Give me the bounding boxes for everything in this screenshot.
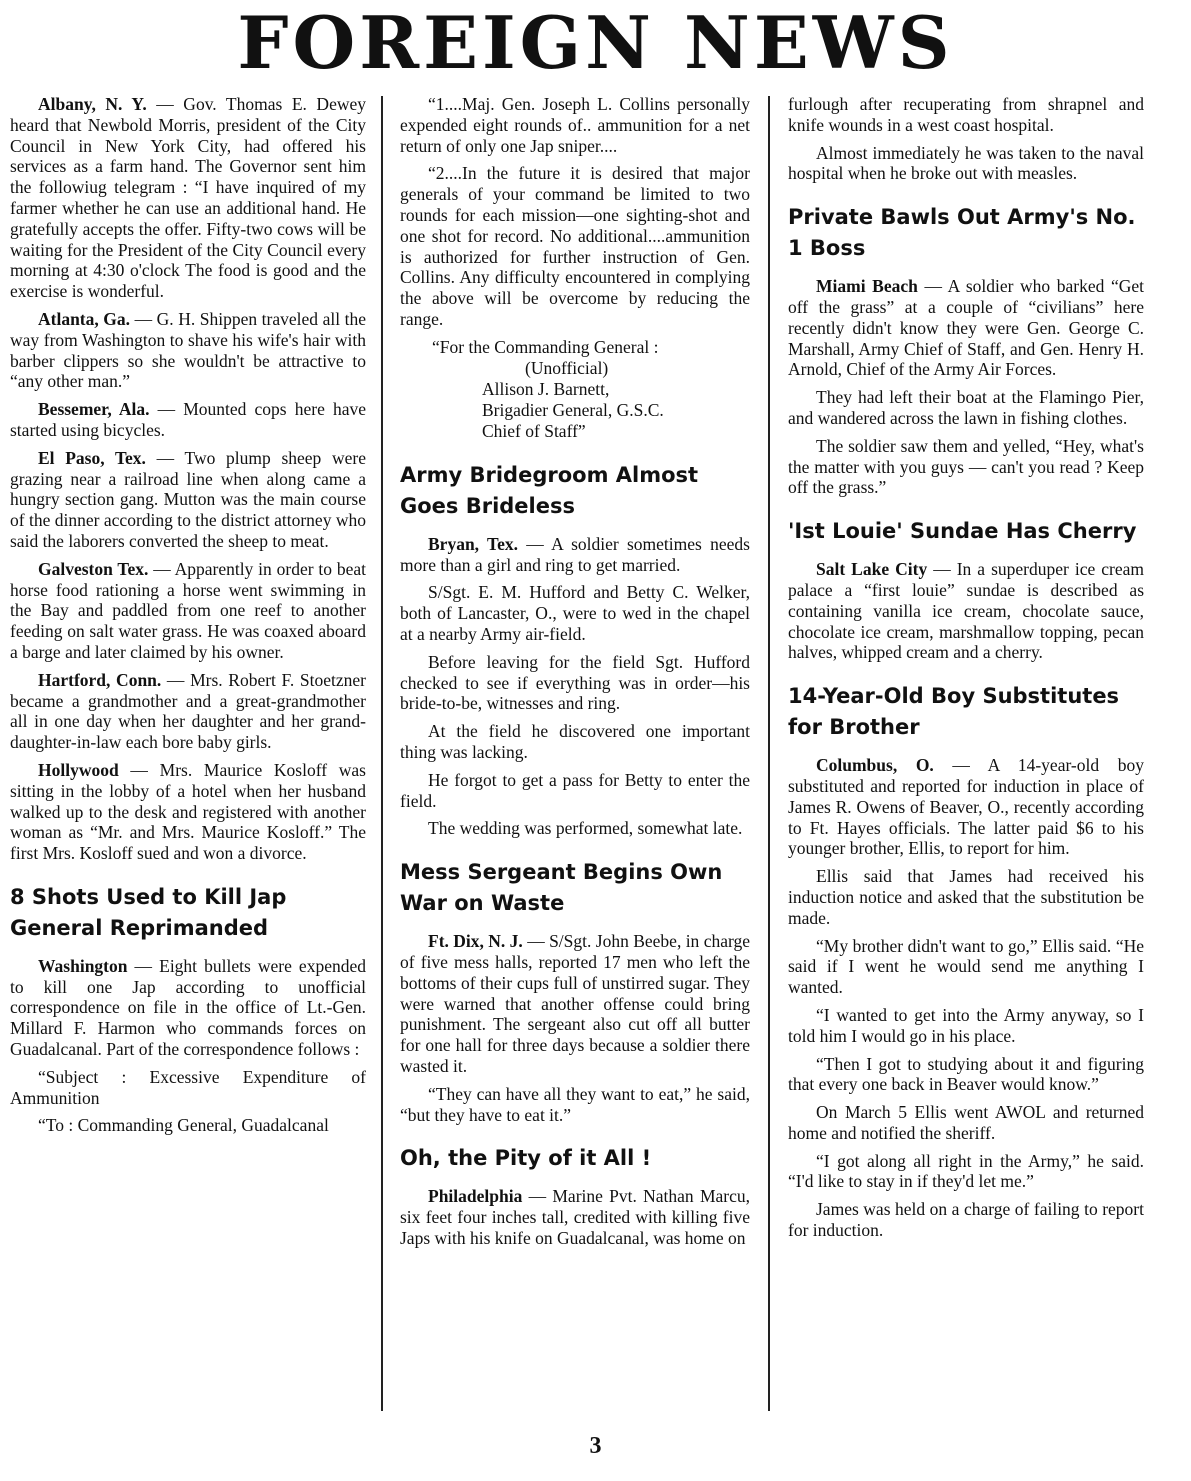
item-text: — Marine Pvt. Nathan Marcu, six feet four inches tall, credited with killing five Japs with his knife on Guadalcanal, was home on (400, 1186, 750, 1248)
news-item (400, 1186, 750, 1248)
item-text: — S/Sgt. John Beebe, in charge of five mess halls, reported 17 men who left the bottoms of their cups full of unstirred sugar. They were warned that another offense could bring punishment. The sergeant also cut off all butter for one hall for three days because a soldier there wasted it. (400, 931, 750, 1076)
paragraph: Ellis said that James had received his induction notice and asked that the substitution be made. (788, 866, 1144, 928)
dateline: Atlanta, Ga. (38, 308, 131, 329)
headline: Private Bawls Out Army's No. 1 Boss (788, 205, 1136, 261)
news-item (400, 534, 750, 576)
dateline: Albany, N. Y. (38, 94, 147, 114)
news-item (788, 276, 1144, 380)
news-item (10, 670, 366, 753)
page-number: 3 (589, 1433, 602, 1459)
paragraph: He forgot to get a pass for Betty to enter the field. (400, 769, 750, 811)
item-text: — In a superduper ice cream palace a “first louie” sundae is described as containing vanilla ice cream, chocolate sauce, chocolate ice cream, marshmallow topping, pecan halves, whipped cream and a cherry. (788, 559, 1144, 663)
paragraph: Before leaving for the field Sgt. Hufford checked to see if everything was in order—his bride-to-be, witnesses and ring. (400, 651, 750, 714)
signature-line: “For the Commanding General : (432, 336, 659, 357)
dateline: Philadelphia (428, 1186, 523, 1207)
news-item (10, 956, 366, 1060)
signature-block (400, 337, 750, 442)
paragraph: S/Sgt. E. M. Hufford and Betty C. Welker, both of Lancaster, O., were to wed in the chapel at a nearby Army air-field. (400, 582, 750, 644)
paragraph: At the field he discovered one important thing was lacking. (400, 721, 750, 762)
headline: 8 Shots Used to Kill Jap General Reprimanded (10, 884, 287, 940)
dateline: Galveston Tex. (38, 558, 149, 579)
item-text: — A soldier who barked “Get off the grass” at a couple of “civilians” here recently didn't know they were Gen. George C. Marshall, Army Chief of Staff, and Gen. Henry H. Arnold, Chief of the Army Air Forces. (788, 276, 1144, 380)
paragraph: “I got along all right in the Army,” he said. “I'd like to stay in if they'd let me.” (788, 1150, 1144, 1192)
news-item (10, 309, 366, 392)
item-text: — G. H. Shippen traveled all the way from Washington to shave his wife's hair with barber clippers so she wouldn't be attractive to “any other man.” (10, 308, 366, 392)
dateline: Miami Beach (816, 276, 918, 297)
dateline: El Paso, Tex. (38, 447, 146, 468)
headline: Oh, the Pity of it All ! (400, 1146, 652, 1171)
paragraph: “1....Maj. Gen. Joseph L. Collins personally expended eight rounds of.. ammunition for a net return of only one Jap sniper.... (400, 94, 750, 156)
item-text: — Eight bullets were expended to kill one Jap according to unofficial correspondence on file in the office of Lt.-Gen. Millard F. Harmon who commands forces on Guadalcanal. Part of the correspondence follows : (10, 955, 366, 1060)
item-text: — Mrs. Maurice Kosloff was sitting in the lobby of a hotel when her husband walked up to the desk and registered with another woman as “Mr. and Mrs. Maurice Kosloff.” The first Mrs. Kosloff sued and won a divorce. (10, 759, 366, 864)
paragraph: “2....In the future it is desired that major generals of your command be limited to two rounds for each mission—one sighting-shot and one shot for record. No additional....ammunition is authorized for further instruction of Gen. Collins. Any difficulty encountered in complying the above will be overcome by reducing the range. (400, 163, 750, 329)
dateline: Bryan, Tex. (428, 533, 518, 554)
headline: 'Ist Louie' Sundae Has Cherry (788, 519, 1137, 544)
news-item (10, 399, 366, 441)
paragraph: furlough after recuperating from shrapnel and knife wounds in a west coast hospital. (788, 94, 1144, 135)
dateline: Ft. Dix, N. J. (428, 931, 523, 952)
news-item (10, 760, 366, 864)
item-text: — Two plump sheep were grazing near a railroad line when along came a hungry section gang. Mutton was the main course of the dinner according to the district attorney who said the laborers converted the sheep to meat. (10, 447, 366, 551)
dateline: Columbus, O. (816, 755, 934, 776)
paragraph: “To : Commanding General, Guadalcanal (38, 1115, 329, 1136)
column-2 (400, 94, 750, 1424)
column-3 (788, 94, 1144, 1424)
item-text: — A 14-year-old boy substituted and reported for induction in place of James R. Owens of Beaver, O., recently according to Ft. Hayes officials. The latter paid $6 to his younger brother, Ellis, to report for him. (788, 755, 1144, 859)
paragraph: “My brother didn't want to go,” Ellis said. “He said if I went he would send me anything I wanted. (788, 935, 1144, 998)
dateline: Salt Lake City (816, 559, 928, 580)
dateline: Hartford, Conn. (38, 669, 162, 690)
paragraph: The wedding was performed, somewhat late. (428, 818, 743, 839)
masthead: FOREIGN NEWS (237, 0, 954, 85)
news-item (10, 94, 366, 302)
item-text: — Gov. Thomas E. Dewey heard that Newbold Morris, president of the City Council in New York City, had offered his services as a farm hand. The Governor sent him the followiug telegram : “I have inquired of my farmer whether he can use an additional hand. He gratefully accepts the offer. Fifty-two cows will be waiting for the President of the City Council every morning at 4:30 o'clock The food is good and the exercise is wonderful. (10, 94, 366, 302)
item-text: — Mounted cops here have started using bicycles. (10, 399, 366, 440)
paragraph: On March 5 Ellis went AWOL and returned home and notified the sheriff. (788, 1102, 1144, 1143)
dateline: Bessemer, Ala. (38, 399, 150, 420)
news-item (400, 931, 750, 1077)
column-rule (381, 96, 383, 1411)
news-item (10, 448, 366, 552)
column-rule (768, 96, 770, 1411)
paragraph: The soldier saw them and yelled, “Hey, what's the matter with you guys — can't you read ? Keep off the grass.” (788, 435, 1144, 498)
news-item (10, 559, 366, 663)
column-1 (10, 94, 366, 1424)
headline: 14-Year-Old Boy Substitutes for Brother (788, 684, 1120, 740)
headline: Mess Sergeant Begins Own War on Waste (400, 860, 723, 916)
paragraph: James was held on a charge of failing to report for induction. (788, 1199, 1144, 1241)
news-item (788, 559, 1144, 663)
signature-line: Chief of Staff” (482, 420, 586, 441)
item-text: — Apparently in order to beat horse food rationing a horse went swimming in the Bay and paddled from one reef to another feeding on salt water grass. He was coaxed aboard a barge and later claimed by his owner. (10, 558, 366, 662)
paragraph: “Subject : Excessive Expenditure of Ammunition (10, 1066, 366, 1108)
paragraph: “Then I got to studying about it and figuring that every one back in Beaver would know.” (788, 1053, 1144, 1095)
dateline: Washington (38, 955, 128, 976)
signature-line: (Unofficial) (525, 357, 609, 378)
paragraph: Almost immediately he was taken to the naval hospital when he broke out with measles. (788, 142, 1144, 184)
paragraph: “They can have all they want to eat,” he said, “but they have to eat it.” (400, 1083, 750, 1125)
news-item (788, 755, 1144, 859)
signature-line: Brigadier General, G.S.C. (482, 399, 664, 420)
item-text: — A soldier sometimes needs more than a girl and ring to get married. (400, 533, 750, 575)
item-text: — Mrs. Robert F. Stoetzner became a grandmother and a great-grandmother all in one day when her daughter and her grand-daughter-in-law each bore baby girls. (10, 669, 366, 753)
paragraph: They had left their boat at the Flamingo Pier, and wandered across the lawn in fishing clothes. (788, 387, 1144, 428)
paragraph: “I wanted to get into the Army anyway, so I told him I would go in his place. (788, 1004, 1144, 1046)
dateline: Hollywood (38, 759, 119, 780)
headline: Army Bridegroom Almost Goes Brideless (400, 462, 699, 518)
signature-line: Allison J. Barnett, (482, 378, 610, 399)
